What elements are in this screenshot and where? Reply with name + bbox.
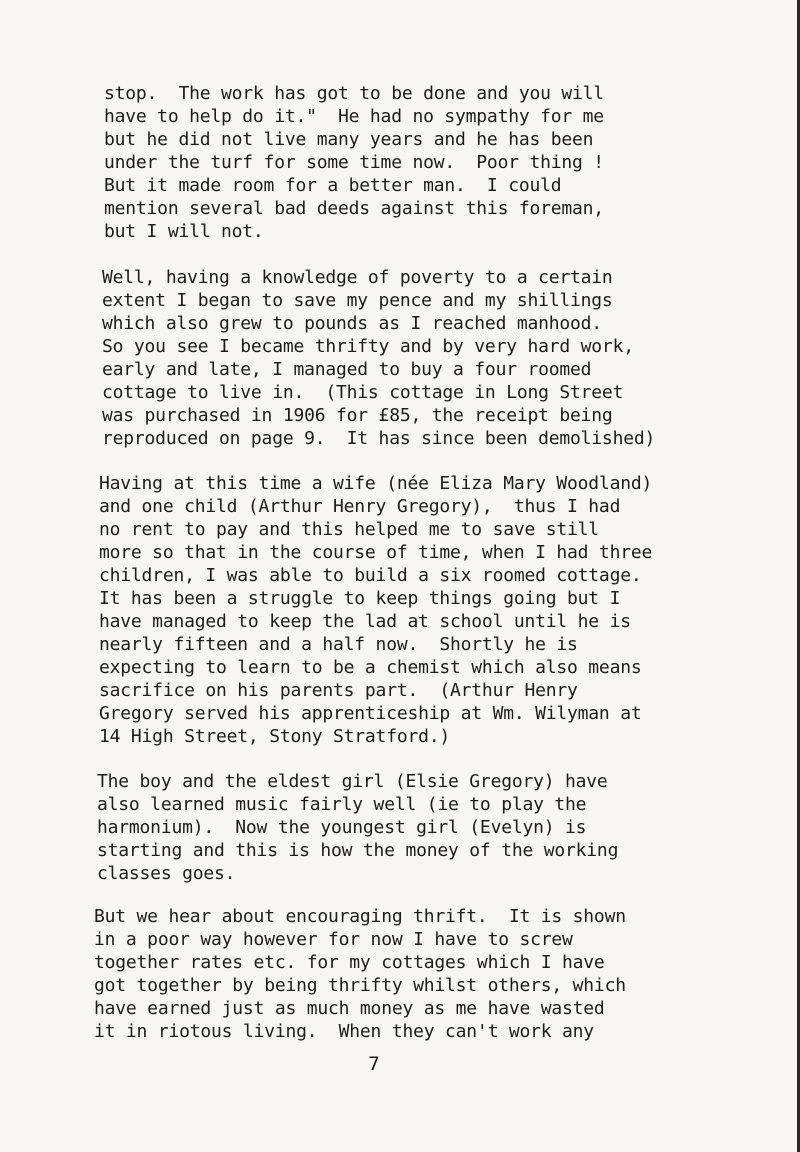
text-line: sacrifice on his parents part. (Arthur Henry bbox=[99, 680, 578, 701]
text-line: expecting to learn to be a chemist which also means bbox=[99, 657, 642, 678]
text-line: which also grew to pounds as I reached manhood. bbox=[102, 313, 602, 334]
text-line: cottage to live in. (This cottage in Long Street bbox=[102, 382, 624, 403]
text-line: stop. The work has got to be done and you will bbox=[104, 83, 604, 104]
text-line: no rent to pay and this helped me to save still bbox=[99, 519, 599, 540]
text-line: But we hear about encouraging thrift. It is shown bbox=[94, 906, 626, 927]
text-line: The boy and the eldest girl (Elsie Gregory) have bbox=[97, 771, 608, 792]
text-line: Gregory served his apprenticeship at Wm. Wilyman at bbox=[99, 703, 642, 724]
text-line: extent I began to save my pence and my shillings bbox=[102, 290, 613, 311]
text-line: got together by being thrifty whilst others, which bbox=[94, 975, 626, 996]
text-line: It has been a struggle to keep things going but I bbox=[99, 588, 621, 609]
paragraph-2 bbox=[102, 266, 655, 450]
text-line: early and late, I managed to buy a four roomed bbox=[102, 359, 592, 380]
text-line: starting and this is how the money of the working bbox=[97, 840, 619, 861]
text-line: but he did not live many years and he has been bbox=[104, 129, 594, 150]
text-line: have managed to keep the lad at school until he is bbox=[99, 611, 631, 632]
paragraph-4 bbox=[97, 770, 618, 885]
text-line: and one child (Arthur Henry Gregory), thus I had bbox=[99, 496, 621, 517]
text-line: was purchased in 1906 for £85, the receipt being bbox=[102, 405, 613, 426]
text-line: 14 High Street, Stony Stratford.) bbox=[99, 726, 451, 747]
text-line: together rates etc. for my cottages which I have bbox=[94, 952, 605, 973]
text-line: classes goes. bbox=[97, 863, 236, 884]
text-line: harmonium). Now the youngest girl (Evelyn) is bbox=[97, 817, 587, 838]
text-line: Having at this time a wife (née Eliza Mary Woodland) bbox=[99, 473, 653, 494]
text-line: nearly fifteen and a half now. Shortly he is bbox=[99, 634, 578, 655]
text-line: reproduced on page 9. It has since been demolished) bbox=[102, 428, 656, 449]
paragraph-1 bbox=[104, 82, 604, 243]
text-line: more so that in the course of time, when I had three bbox=[99, 542, 653, 563]
text-line: But it made room for a better man. I could bbox=[104, 175, 562, 196]
text-line: in a poor way however for now I have to screw bbox=[94, 929, 573, 950]
text-line: it in riotous living. When they can't work any bbox=[94, 1021, 594, 1042]
text-line: mention several bad deeds against this foreman, bbox=[104, 198, 604, 219]
paragraph-5 bbox=[94, 905, 626, 1043]
text-line: also learned music fairly well (ie to play the bbox=[97, 794, 587, 815]
paragraph-3 bbox=[99, 472, 652, 748]
text-line: Well, having a knowledge of poverty to a certain bbox=[102, 267, 613, 288]
page-number: 7 bbox=[368, 1053, 380, 1075]
text-line: children, I was able to build a six roomed cottage. bbox=[99, 565, 642, 586]
text-line: So you see I became thrifty and by very hard work, bbox=[102, 336, 634, 357]
text-line: have earned just as much money as me have wasted bbox=[94, 998, 605, 1019]
text-line: have to help do it." He had no sympathy for me bbox=[104, 106, 604, 127]
text-line: under the turf for some time now. Poor thing ! bbox=[104, 152, 604, 173]
text-line: but I will not. bbox=[104, 221, 264, 242]
